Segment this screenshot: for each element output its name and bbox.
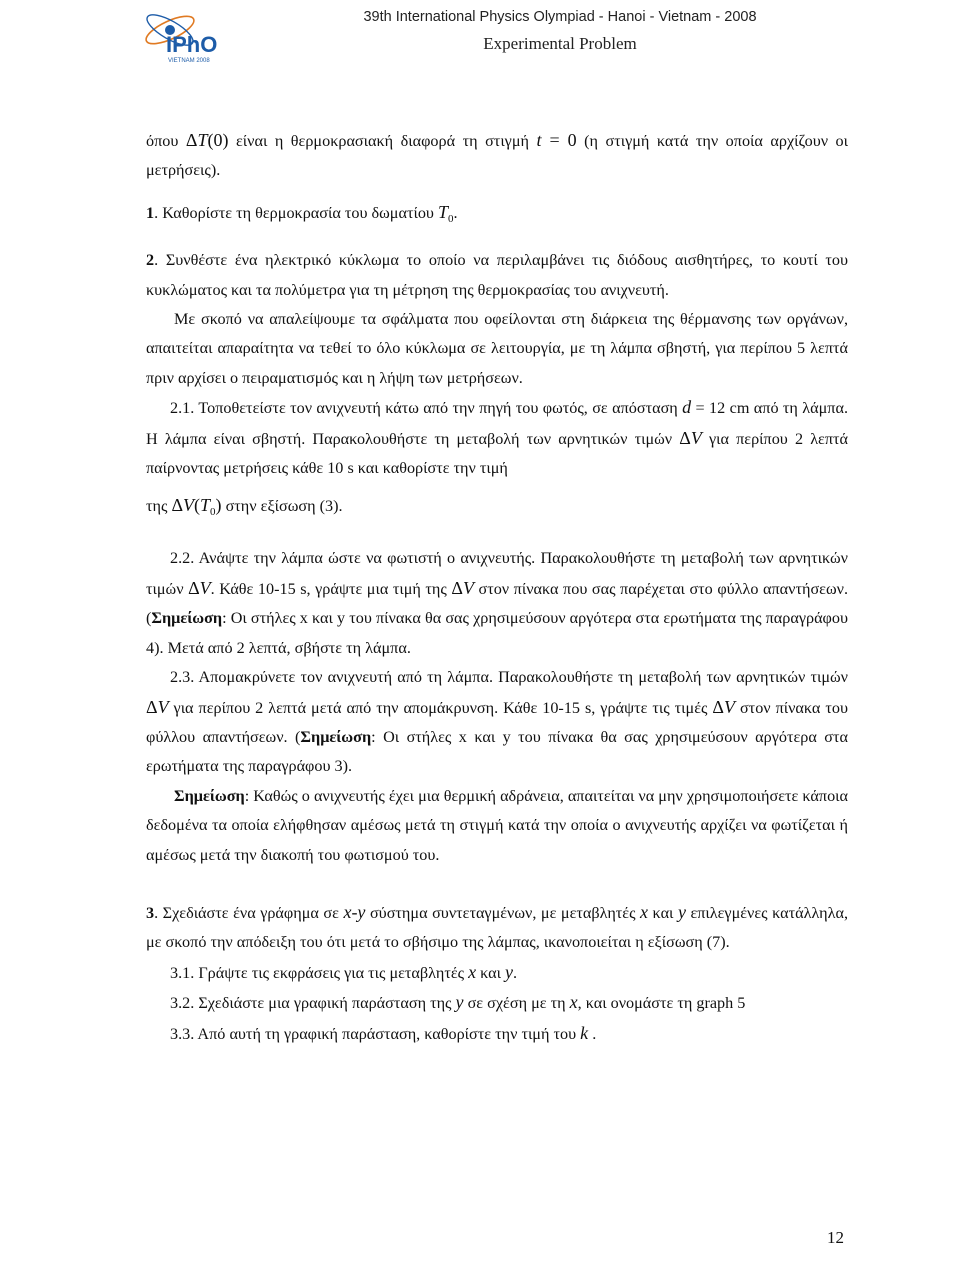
- section-3-3: 3.3. Από αυτή τη γραφική παράσταση, καθορίστε την τιμή του k .: [170, 1022, 597, 1043]
- document-body: [146, 126, 848, 1049]
- paragraph-intro: όπου ΔT(0) είναι η θερμοκρασιακή διαφορά τη στιγμή t = 0 (η στιγμή κατά την οποία αρχίζουν οι μετρήσεις).: [146, 130, 848, 180]
- section-2-paragraph: Με σκοπό να απαλείψουμε τα σφάλματα που οφείλονται στη διάρκεια της θέρμανσης των οργάνων, απαιτείται απαραίτητα να τεθεί το όλο κύκλωμα σε λειτουργία, με τη λάμπα σβηστή, για περίπου 5 λεπτά πριν αρχίσει ο πειραματισμός και η λήψη των μετρήσεων.: [146, 310, 848, 387]
- section-3: 3. Σχεδιάστε ένα γράφημα σε x-y σύστημα συντεταγμένων, με μεταβλητές x και y επιλεγμένες κατάλληλα, με σκοπό την απόδειξη του ότι μετά το σβήσιμο της λάμπας, ικανοποιείται η εξίσωση (7).: [146, 901, 848, 952]
- section-1: 1. Καθορίστε τη θερμοκρασία του δωματίου $T_0$.: [146, 201, 458, 225]
- header-title: 39th International Physics Olympiad - Hanoi - Vietnam - 2008: [363, 9, 757, 25]
- section-3-2: 3.2. Σχεδιάστε μια γραφική παράσταση της y σε σχέση με τη x, και ονομάστε τη graph 5: [170, 992, 746, 1013]
- section-2-1: 2.1. Τοποθετείστε τον ανιχνευτή κάτω από την πηγή του φωτός, σε απόσταση d = 12 cm από τη λάμπα. Η λάμπα είναι σβηστή. Παρακολουθήστε τη μεταβολή των αρνητικών τιμών ΔV για περίπου 2 λεπτά παίρνοντας μετρήσεις κάθε 10 s και καθορίστε την τιμή: [146, 397, 849, 478]
- page-number: 12: [827, 1228, 844, 1247]
- section-2-3: 2.3. Απομακρύνετε τον ανιχνευτή από τη λάμπα. Παρακολουθήστε τη μεταβολή των αρνητικών τιμών ΔV για περίπου 2 λεπτά μετά από την απομάκρυνση. Κάθε 10-15 s, γράψτε τις τιμές ΔV στον πίνακα του φύλλου απαντήσεων. (Σημείωση: Οι στήλες x και y του πίνακα θα σας χρησιμεύσουν αργότερα στα ερωτήματα της παραγράφου 3).: [146, 668, 848, 776]
- ipho-logo: [140, 6, 232, 64]
- logo-subtext: VIETNAM 2008: [168, 58, 210, 64]
- logo-text: IPhO: [166, 32, 218, 57]
- section-3-1: 3.1. Γράψτε τις εκφράσεις για τις μεταβλητές x και y.: [170, 961, 518, 982]
- section-2-2: 2.2. Ανάψτε την λάμπα ώστε να φωτιστή ο ανιχνευτής. Παρακολουθήστε τη μεταβολή των αρνητικών τιμών ΔV. Κάθε 10-15 s, γράψτε μια τιμή της ΔV στον πίνακα που σας παρέχεται στο φύλλο απαντήσεων. (Σημείωση: Οι στήλες x και y του πίνακα θα σας χρησιμεύσουν αργότερα στα ερωτήματα της παραγράφου 4). Μετά από 2 λεπτά, σβήστε τη λάμπα.: [146, 549, 848, 657]
- note-paragraph: Σημείωση: Καθώς ο ανιχνευτής έχει μια θερμική αδράνεια, απαιτείται να μην χρησιμοποιήσετε κάποια δεδομένα τα οποία ελήφθησαν αμέσως μετά τη στιγμή κατά την οποία ο ανιχνευτής αρχίζει να φωτίζεται ή αμέσως μετά την διακοπή του φωτισμού του.: [146, 786, 848, 864]
- section-2: 2. Συνθέστε ένα ηλεκτρικό κύκλωμα το οποίο να περιλαμβάνει τις διόδους αισθητήρες, το κουτί του κυκλώματος και τα πολύμετρα για τη μέτρηση της θερμοκρασίας του ανιχνευτή.: [146, 251, 848, 299]
- section-2-1-cont: της $\Delta V(T_0)$ στην εξίσωση (3).: [146, 495, 343, 519]
- header-subtitle: Experimental Problem: [483, 34, 637, 53]
